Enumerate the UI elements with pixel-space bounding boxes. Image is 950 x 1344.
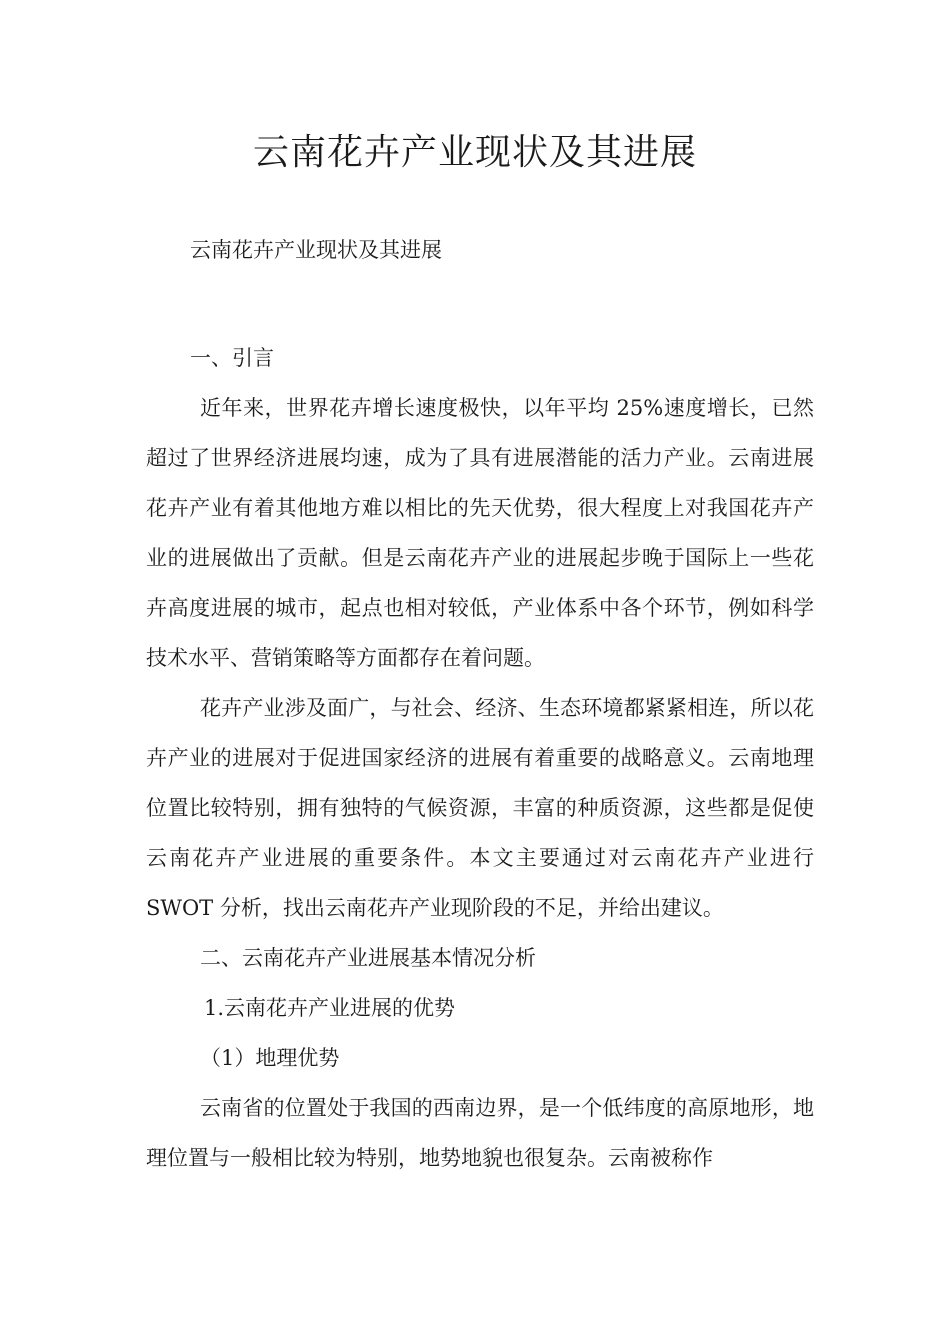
item-heading-geography: （1）地理优势 bbox=[200, 1046, 340, 1070]
section-heading-introduction: 一、引言 bbox=[190, 346, 274, 370]
subsection-heading-advantages: 1.云南花卉产业进展的优势 bbox=[204, 996, 456, 1020]
document-subtitle: 云南花卉产业现状及其进展 bbox=[190, 238, 442, 262]
paragraph-intro-1: 近年来，世界花卉增长速度极快，以年平均 25%速度增长，已然超过了世界经济进展均速，成为了具有进展潜能的活力产业。云南进展花卉产业有着其他地方难以相比的先天优势，很大程度上对我国花卉产业的进展做出了贡献。但是云南花卉产业的进展起步晚于国际上一些花卉高度进展的城市，起点也相对较低，产业体系中各个环节，例如科学技术水平、营销策略等方面都存在着问题。 bbox=[146, 396, 814, 670]
paragraph-geography: 云南省的位置处于我国的西南边界，是一个低纬度的高原地形，地理位置与一般相比较为特别，地势地貌也很复杂。云南被称作 bbox=[146, 1096, 814, 1170]
document-title: 云南花卉产业现状及其进展 bbox=[252, 132, 697, 173]
paragraph-intro-2: 花卉产业涉及面广，与社会、经济、生态环境都紧紧相连，所以花卉产业的进展对于促进国家经济的进展有着重要的战略意义。云南地理位置比较特别，拥有独特的气候资源，丰富的种质资源，这些都是促使云南花卉产业进展的重要条件。本文主要通过对云南花卉产业进行 SWOT 分析，找出云南花卉产业现阶段的不足，并给出建议。 bbox=[146, 696, 814, 920]
section-heading-analysis: 二、云南花卉产业进展基本情况分析 bbox=[200, 946, 536, 970]
document-body bbox=[146, 333, 814, 1183]
